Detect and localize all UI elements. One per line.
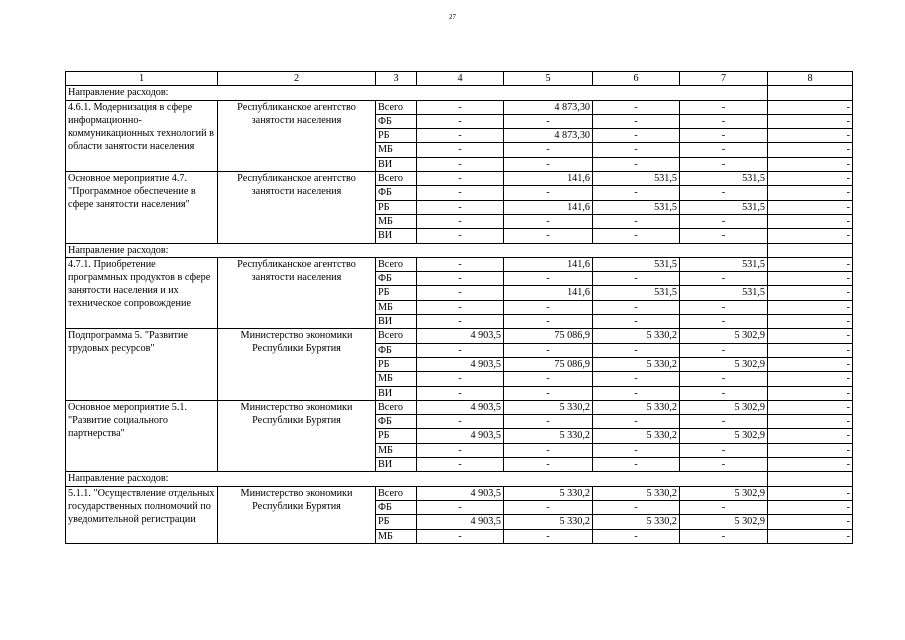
value-cell-col5: 75 086,9 xyxy=(504,357,593,371)
value-cell-col8: - xyxy=(768,443,853,457)
section-label-row xyxy=(66,472,853,486)
value-cell-col8: - xyxy=(768,257,853,271)
value-cell-col7: - xyxy=(680,129,768,143)
value-cell-col7: 5 302,9 xyxy=(680,357,768,371)
value-cell-col8: - xyxy=(768,500,853,514)
value-cell-col7: - xyxy=(680,114,768,128)
value-cell-col8: - xyxy=(768,415,853,429)
value-cell-col6: 5 330,2 xyxy=(593,329,680,343)
value-cell-col6: - xyxy=(593,458,680,472)
value-cell-col8: - xyxy=(768,429,853,443)
funding-source-cell: Всего xyxy=(376,172,417,186)
value-cell-col6: - xyxy=(593,157,680,171)
funding-source-cell: МБ xyxy=(376,143,417,157)
value-cell-col5: - xyxy=(504,372,593,386)
value-cell-col6: - xyxy=(593,114,680,128)
funding-source-cell: ФБ xyxy=(376,272,417,286)
value-cell-col5: - xyxy=(504,300,593,314)
value-cell-col4: - xyxy=(417,100,504,114)
funding-source-cell: РБ xyxy=(376,200,417,214)
value-cell-col4: - xyxy=(417,229,504,243)
table-body xyxy=(66,86,853,544)
empty-cell xyxy=(768,472,853,486)
program-name-cell: Основное мероприятие 5.1. "Развитие социального партнерства" xyxy=(66,400,218,471)
value-cell-col7: - xyxy=(680,315,768,329)
value-cell-col6: - xyxy=(593,214,680,228)
funding-source-cell: Всего xyxy=(376,100,417,114)
value-cell-col7: 531,5 xyxy=(680,200,768,214)
value-cell-col4: 4 903,5 xyxy=(417,400,504,414)
value-cell-col7: 5 302,9 xyxy=(680,329,768,343)
value-cell-col6: - xyxy=(593,443,680,457)
value-cell-col6: 5 330,2 xyxy=(593,429,680,443)
value-cell-col5: - xyxy=(504,415,593,429)
value-cell-col4: - xyxy=(417,343,504,357)
value-cell-col6: 5 330,2 xyxy=(593,515,680,529)
value-cell-col7: 5 302,9 xyxy=(680,400,768,414)
value-cell-col7: - xyxy=(680,186,768,200)
value-cell-col5: - xyxy=(504,186,593,200)
value-cell-col8: - xyxy=(768,157,853,171)
funding-source-cell: ВИ xyxy=(376,315,417,329)
value-cell-col8: - xyxy=(768,229,853,243)
header-cell: 1 xyxy=(66,72,218,86)
value-cell-col4: - xyxy=(417,372,504,386)
value-cell-col6: - xyxy=(593,229,680,243)
value-cell-col5: - xyxy=(504,458,593,472)
value-cell-col7: - xyxy=(680,143,768,157)
value-cell-col4: - xyxy=(417,386,504,400)
value-cell-col8: - xyxy=(768,458,853,472)
value-cell-col4: - xyxy=(417,186,504,200)
expense-direction-label: Направление расходов: xyxy=(66,472,768,486)
value-cell-col5: - xyxy=(504,386,593,400)
value-cell-col4: - xyxy=(417,200,504,214)
value-cell-col4: - xyxy=(417,415,504,429)
value-cell-col4: - xyxy=(417,272,504,286)
value-cell-col8: - xyxy=(768,214,853,228)
executor-cell: Республиканское агентство занятости населения xyxy=(218,257,376,328)
value-cell-col8: - xyxy=(768,100,853,114)
value-cell-col6: 531,5 xyxy=(593,257,680,271)
budget-table xyxy=(65,71,853,544)
value-cell-col7: - xyxy=(680,157,768,171)
value-cell-col6: - xyxy=(593,186,680,200)
empty-cell xyxy=(768,243,853,257)
funding-source-cell: МБ xyxy=(376,214,417,228)
value-cell-col6: - xyxy=(593,143,680,157)
value-cell-col5: - xyxy=(504,443,593,457)
value-cell-col5: 5 330,2 xyxy=(504,400,593,414)
value-cell-col6: - xyxy=(593,300,680,314)
funding-source-cell: РБ xyxy=(376,286,417,300)
value-cell-col4: 4 903,5 xyxy=(417,429,504,443)
value-cell-col7: - xyxy=(680,458,768,472)
value-cell-col8: - xyxy=(768,329,853,343)
value-cell-col6: - xyxy=(593,386,680,400)
value-cell-col4: - xyxy=(417,157,504,171)
value-cell-col4: - xyxy=(417,286,504,300)
value-cell-col5: - xyxy=(504,214,593,228)
funding-source-cell: ВИ xyxy=(376,458,417,472)
header-row xyxy=(66,72,853,86)
header-cell: 4 xyxy=(417,72,504,86)
program-name-cell: 4.6.1. Модернизация в сфере информационно-коммуникационных технологий в области занятости населения xyxy=(66,100,218,171)
value-cell-col6: - xyxy=(593,500,680,514)
value-cell-col8: - xyxy=(768,200,853,214)
value-cell-col5: - xyxy=(504,500,593,514)
value-cell-col8: - xyxy=(768,272,853,286)
value-cell-col6: - xyxy=(593,100,680,114)
value-cell-col7: - xyxy=(680,300,768,314)
value-cell-col5: 141,6 xyxy=(504,200,593,214)
table-row xyxy=(66,329,853,343)
value-cell-col6: 531,5 xyxy=(593,172,680,186)
value-cell-col4: - xyxy=(417,114,504,128)
program-name-cell: Подпрограмма 5. "Развитие трудовых ресурсов" xyxy=(66,329,218,400)
value-cell-col5: - xyxy=(504,272,593,286)
header-cell: 6 xyxy=(593,72,680,86)
value-cell-col4: 4 903,5 xyxy=(417,515,504,529)
value-cell-col8: - xyxy=(768,186,853,200)
value-cell-col6: - xyxy=(593,529,680,543)
value-cell-col5: - xyxy=(504,315,593,329)
value-cell-col8: - xyxy=(768,357,853,371)
value-cell-col7: - xyxy=(680,343,768,357)
table-row xyxy=(66,400,853,414)
funding-source-cell: МБ xyxy=(376,300,417,314)
value-cell-col4: - xyxy=(417,129,504,143)
value-cell-col6: - xyxy=(593,272,680,286)
value-cell-col7: - xyxy=(680,272,768,286)
value-cell-col6: - xyxy=(593,372,680,386)
header-cell: 8 xyxy=(768,72,853,86)
value-cell-col7: 5 302,9 xyxy=(680,486,768,500)
value-cell-col5: 141,6 xyxy=(504,257,593,271)
funding-source-cell: РБ xyxy=(376,357,417,371)
value-cell-col4: - xyxy=(417,257,504,271)
value-cell-col8: - xyxy=(768,486,853,500)
value-cell-col6: 5 330,2 xyxy=(593,357,680,371)
value-cell-col4: - xyxy=(417,443,504,457)
value-cell-col8: - xyxy=(768,143,853,157)
value-cell-col7: - xyxy=(680,443,768,457)
value-cell-col5: 4 873,30 xyxy=(504,129,593,143)
value-cell-col6: 531,5 xyxy=(593,286,680,300)
value-cell-col6: - xyxy=(593,315,680,329)
value-cell-col7: - xyxy=(680,372,768,386)
value-cell-col5: 141,6 xyxy=(504,286,593,300)
funding-source-cell: МБ xyxy=(376,372,417,386)
value-cell-col7: - xyxy=(680,229,768,243)
value-cell-col7: 531,5 xyxy=(680,257,768,271)
funding-source-cell: Всего xyxy=(376,329,417,343)
header-cell: 3 xyxy=(376,72,417,86)
funding-source-cell: ФБ xyxy=(376,114,417,128)
header-cell: 5 xyxy=(504,72,593,86)
expense-direction-label: Направление расходов: xyxy=(66,86,768,100)
value-cell-col5: - xyxy=(504,143,593,157)
value-cell-col4: - xyxy=(417,529,504,543)
value-cell-col8: - xyxy=(768,343,853,357)
value-cell-col5: - xyxy=(504,114,593,128)
section-label-row xyxy=(66,243,853,257)
value-cell-col4: - xyxy=(417,458,504,472)
funding-source-cell: ФБ xyxy=(376,343,417,357)
value-cell-col6: - xyxy=(593,129,680,143)
value-cell-col8: - xyxy=(768,529,853,543)
header-cell: 7 xyxy=(680,72,768,86)
value-cell-col5: - xyxy=(504,157,593,171)
value-cell-col7: 5 302,9 xyxy=(680,515,768,529)
value-cell-col7: - xyxy=(680,214,768,228)
value-cell-col6: 5 330,2 xyxy=(593,400,680,414)
value-cell-col5: 5 330,2 xyxy=(504,429,593,443)
value-cell-col8: - xyxy=(768,129,853,143)
value-cell-col6: 5 330,2 xyxy=(593,486,680,500)
value-cell-col4: - xyxy=(417,172,504,186)
value-cell-col6: 531,5 xyxy=(593,200,680,214)
executor-cell: Министерство экономики Республики Бурятия xyxy=(218,486,376,543)
value-cell-col5: - xyxy=(504,229,593,243)
program-name-cell: 5.1.1. "Осуществление отдельных государственных полномочий по уведомительной регистрации xyxy=(66,486,218,543)
value-cell-col8: - xyxy=(768,372,853,386)
value-cell-col5: - xyxy=(504,343,593,357)
funding-source-cell: РБ xyxy=(376,515,417,529)
page-number: 27 xyxy=(449,13,456,21)
value-cell-col7: - xyxy=(680,500,768,514)
value-cell-col5: 75 086,9 xyxy=(504,329,593,343)
value-cell-col4: - xyxy=(417,300,504,314)
funding-source-cell: МБ xyxy=(376,443,417,457)
executor-cell: Министерство экономики Республики Бурятия xyxy=(218,400,376,471)
table-row xyxy=(66,172,853,186)
funding-source-cell: ВИ xyxy=(376,386,417,400)
funding-source-cell: РБ xyxy=(376,429,417,443)
value-cell-col7: 531,5 xyxy=(680,286,768,300)
value-cell-col5: 5 330,2 xyxy=(504,515,593,529)
funding-source-cell: Всего xyxy=(376,400,417,414)
value-cell-col7: - xyxy=(680,415,768,429)
value-cell-col4: 4 903,5 xyxy=(417,357,504,371)
value-cell-col4: - xyxy=(417,143,504,157)
value-cell-col5: 141,6 xyxy=(504,172,593,186)
value-cell-col8: - xyxy=(768,400,853,414)
value-cell-col8: - xyxy=(768,172,853,186)
table-row xyxy=(66,257,853,271)
value-cell-col5: - xyxy=(504,529,593,543)
funding-source-cell: Всего xyxy=(376,486,417,500)
value-cell-col8: - xyxy=(768,300,853,314)
funding-source-cell: ВИ xyxy=(376,157,417,171)
value-cell-col6: - xyxy=(593,343,680,357)
funding-source-cell: ВИ xyxy=(376,229,417,243)
value-cell-col8: - xyxy=(768,286,853,300)
funding-source-cell: ФБ xyxy=(376,415,417,429)
header-cell: 2 xyxy=(218,72,376,86)
value-cell-col4: - xyxy=(417,500,504,514)
table-row xyxy=(66,486,853,500)
value-cell-col7: - xyxy=(680,386,768,400)
program-name-cell: 4.7.1. Приобретение программных продуктов в сфере занятости населения и их техническое сопровождение xyxy=(66,257,218,328)
section-label-row xyxy=(66,86,853,100)
value-cell-col8: - xyxy=(768,386,853,400)
value-cell-col8: - xyxy=(768,515,853,529)
program-name-cell: Основное мероприятие 4.7. "Программное обеспечение в сфере занятости населения" xyxy=(66,172,218,243)
funding-source-cell: МБ xyxy=(376,529,417,543)
value-cell-col4: - xyxy=(417,315,504,329)
value-cell-col8: - xyxy=(768,315,853,329)
value-cell-col5: 5 330,2 xyxy=(504,486,593,500)
empty-cell xyxy=(768,86,853,100)
value-cell-col4: 4 903,5 xyxy=(417,486,504,500)
value-cell-col4: - xyxy=(417,214,504,228)
executor-cell: Министерство экономики Республики Бурятия xyxy=(218,329,376,400)
value-cell-col7: 5 302,9 xyxy=(680,429,768,443)
funding-source-cell: РБ xyxy=(376,129,417,143)
expense-direction-label: Направление расходов: xyxy=(66,243,768,257)
value-cell-col7: - xyxy=(680,100,768,114)
table-row xyxy=(66,100,853,114)
funding-source-cell: ФБ xyxy=(376,186,417,200)
value-cell-col8: - xyxy=(768,114,853,128)
funding-source-cell: Всего xyxy=(376,257,417,271)
value-cell-col4: 4 903,5 xyxy=(417,329,504,343)
executor-cell: Республиканское агентство занятости населения xyxy=(218,100,376,171)
value-cell-col7: 531,5 xyxy=(680,172,768,186)
funding-source-cell: ФБ xyxy=(376,500,417,514)
value-cell-col7: - xyxy=(680,529,768,543)
value-cell-col6: - xyxy=(593,415,680,429)
value-cell-col5: 4 873,30 xyxy=(504,100,593,114)
executor-cell: Республиканское агентство занятости населения xyxy=(218,172,376,243)
